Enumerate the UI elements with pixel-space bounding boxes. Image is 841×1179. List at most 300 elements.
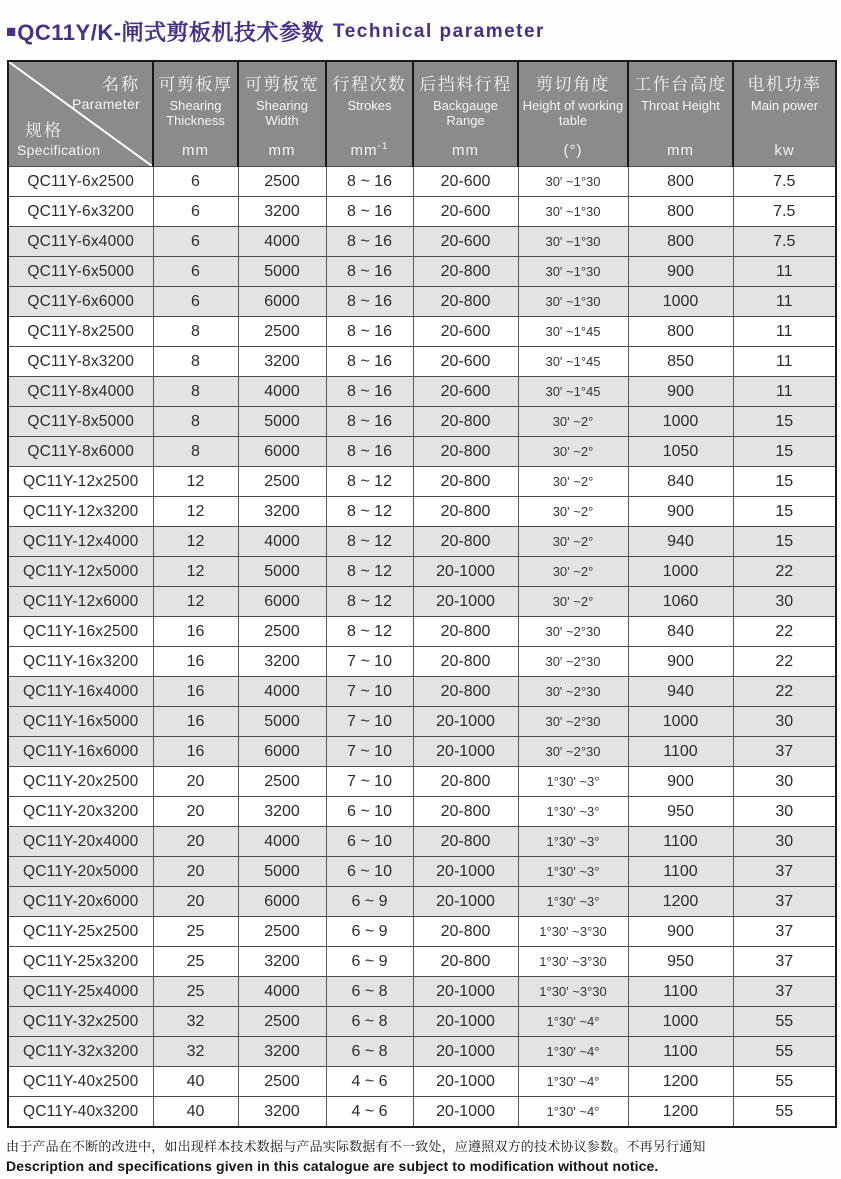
thickness-cell: 25 [153,947,238,977]
angle-cell: 1°30' ~3°30 [518,917,628,947]
model-cell: QC11Y-8x3200 [8,347,153,377]
technical-parameter-table [7,60,837,1128]
width-cell: 3200 [238,1037,326,1067]
throat-height-cell: 800 [628,227,733,257]
table-row [8,1037,836,1067]
power-cell: 55 [733,1067,836,1097]
angle-cell: 30' ~1°45 [518,347,628,377]
model-cell: QC11Y-12x4000 [8,527,153,557]
width-cell: 5000 [238,407,326,437]
throat-height-cell: 1100 [628,857,733,887]
strokes-cell: 8 ~ 16 [326,197,413,227]
table-row [8,527,836,557]
model-cell: QC11Y-8x4000 [8,377,153,407]
angle-cell: 1°30' ~3°30 [518,947,628,977]
column-header-backgauge: 后挡料行程 Backgauge Range mm [413,61,518,167]
power-cell: 11 [733,287,836,317]
power-cell: 7.5 [733,167,836,197]
backgauge-cell: 20-800 [413,437,518,467]
table-row [8,1097,836,1128]
backgauge-cell: 20-800 [413,407,518,437]
strokes-cell: 7 ~ 10 [326,767,413,797]
throat-height-cell: 1100 [628,737,733,767]
throat-height-cell: 940 [628,527,733,557]
power-cell: 37 [733,737,836,767]
backgauge-cell: 20-1000 [413,887,518,917]
power-cell: 22 [733,647,836,677]
table-row [8,1067,836,1097]
backgauge-cell: 20-600 [413,377,518,407]
power-cell: 30 [733,587,836,617]
model-cell: QC11Y-6x3200 [8,197,153,227]
width-cell: 3200 [238,647,326,677]
angle-cell: 30' ~2°30 [518,737,628,767]
width-cell: 4000 [238,377,326,407]
model-cell: QC11Y-16x3200 [8,647,153,677]
throat-height-cell: 1000 [628,407,733,437]
thickness-cell: 16 [153,737,238,767]
table-row [8,167,836,197]
width-cell: 2500 [238,467,326,497]
backgauge-cell: 20-800 [413,467,518,497]
thickness-cell: 20 [153,767,238,797]
table-row [8,587,836,617]
throat-height-cell: 1100 [628,977,733,1007]
unit-label-angle: (°) [563,142,583,159]
strokes-cell: 4 ~ 6 [326,1067,413,1097]
angle-cell: 30' ~2° [518,497,628,527]
throat-height-cell: 1050 [628,437,733,467]
width-cell: 4000 [238,227,326,257]
thickness-cell: 40 [153,1067,238,1097]
power-cell: 22 [733,617,836,647]
thickness-cell: 16 [153,647,238,677]
backgauge-cell: 20-800 [413,677,518,707]
width-cell: 2500 [238,1067,326,1097]
page-title [0,0,841,47]
thickness-cell: 16 [153,707,238,737]
unit-label-throat: mm [667,142,694,159]
power-cell: 30 [733,707,836,737]
power-cell: 30 [733,797,836,827]
power-cell: 37 [733,857,836,887]
backgauge-cell: 20-1000 [413,557,518,587]
angle-cell: 1°30' ~4° [518,1097,628,1128]
model-cell: QC11Y-16x2500 [8,617,153,647]
strokes-cell: 8 ~ 16 [326,257,413,287]
width-cell: 4000 [238,677,326,707]
backgauge-cell: 20-800 [413,827,518,857]
strokes-cell: 8 ~ 16 [326,437,413,467]
thickness-cell: 25 [153,917,238,947]
power-cell: 11 [733,377,836,407]
model-cell: QC11Y-40x2500 [8,1067,153,1097]
angle-cell: 30' ~2°30 [518,617,628,647]
strokes-cell: 8 ~ 16 [326,347,413,377]
width-cell: 6000 [238,287,326,317]
table-row [8,227,836,257]
power-cell: 37 [733,887,836,917]
model-cell: QC11Y-8x2500 [8,317,153,347]
backgauge-cell: 20-1000 [413,857,518,887]
power-cell: 15 [733,497,836,527]
thickness-cell: 16 [153,677,238,707]
strokes-cell: 6 ~ 10 [326,857,413,887]
thickness-cell: 25 [153,977,238,1007]
backgauge-cell: 20-1000 [413,1037,518,1067]
backgauge-cell: 20-600 [413,347,518,377]
power-cell: 15 [733,527,836,557]
strokes-cell: 8 ~ 12 [326,587,413,617]
strokes-cell: 6 ~ 10 [326,827,413,857]
model-cell: QC11Y-32x2500 [8,1007,153,1037]
width-cell: 3200 [238,947,326,977]
model-cell: QC11Y-40x3200 [8,1097,153,1128]
corner-specification-zh: 规格 [25,121,63,140]
table-row [8,617,836,647]
angle-cell: 30' ~2° [518,467,628,497]
table-row [8,977,836,1007]
throat-height-cell: 840 [628,617,733,647]
width-cell: 2500 [238,767,326,797]
width-cell: 6000 [238,887,326,917]
table-row [8,287,836,317]
throat-height-cell: 900 [628,257,733,287]
model-cell: QC11Y-6x2500 [8,167,153,197]
angle-cell: 30' ~2°30 [518,647,628,677]
width-cell: 3200 [238,347,326,377]
angle-cell: 30' ~1°30 [518,257,628,287]
strokes-cell: 8 ~ 16 [326,287,413,317]
width-cell: 2500 [238,617,326,647]
width-cell: 2500 [238,167,326,197]
throat-height-cell: 900 [628,917,733,947]
throat-height-cell: 1200 [628,1097,733,1128]
backgauge-cell: 20-1000 [413,1097,518,1128]
width-cell: 5000 [238,707,326,737]
table-row [8,437,836,467]
column-header-thickness: 可剪板厚 Shearing Thickness mm [153,61,238,167]
throat-height-cell: 900 [628,497,733,527]
backgauge-cell: 20-800 [413,617,518,647]
strokes-cell: 6 ~ 9 [326,947,413,977]
throat-height-cell: 1060 [628,587,733,617]
angle-cell: 30' ~2° [518,407,628,437]
width-cell: 4000 [238,527,326,557]
angle-cell: 1°30' ~3° [518,857,628,887]
strokes-cell: 6 ~ 8 [326,1007,413,1037]
table-row [8,917,836,947]
throat-height-cell: 850 [628,347,733,377]
unit-label-strokes: $mm^{-1}$ [350,141,389,159]
angle-cell: 1°30' ~3° [518,767,628,797]
strokes-cell: 8 ~ 12 [326,467,413,497]
width-cell: 6000 [238,587,326,617]
power-cell: 37 [733,977,836,1007]
power-cell: 11 [733,257,836,287]
thickness-cell: 6 [153,227,238,257]
footer-note-chinese: 由于产品在不断的改进中，如出现样本技术数据与产品实际数据有不一致处，应遵照双方的技术协议参数。不再另行通知 [6,1139,706,1154]
throat-height-cell: 800 [628,167,733,197]
throat-height-cell: 1000 [628,287,733,317]
strokes-cell: 8 ~ 12 [326,617,413,647]
table-row [8,347,836,377]
thickness-cell: 12 [153,587,238,617]
backgauge-cell: 20-1000 [413,1067,518,1097]
backgauge-cell: 20-800 [413,647,518,677]
throat-height-cell: 940 [628,677,733,707]
power-cell: 55 [733,1007,836,1037]
table-row [8,197,836,227]
angle-cell: 1°30' ~4° [518,1007,628,1037]
model-cell: QC11Y-25x4000 [8,977,153,1007]
strokes-cell: 7 ~ 10 [326,707,413,737]
backgauge-cell: 20-800 [413,797,518,827]
backgauge-cell: 20-1000 [413,1007,518,1037]
power-cell: 15 [733,407,836,437]
strokes-cell: 6 ~ 8 [326,977,413,1007]
page-title-english: Technical parameter [333,20,545,42]
strokes-cell: 8 ~ 12 [326,557,413,587]
backgauge-cell: 20-1000 [413,587,518,617]
width-cell: 2500 [238,317,326,347]
corner-specification-en: Specification [17,142,101,158]
strokes-cell: 8 ~ 16 [326,167,413,197]
backgauge-cell: 20-800 [413,527,518,557]
throat-height-cell: 1200 [628,1067,733,1097]
strokes-cell: 8 ~ 16 [326,317,413,347]
strokes-cell: 8 ~ 12 [326,497,413,527]
backgauge-cell: 20-600 [413,197,518,227]
model-cell: QC11Y-8x5000 [8,407,153,437]
strokes-cell: 6 ~ 8 [326,1037,413,1067]
throat-height-cell: 1200 [628,887,733,917]
thickness-cell: 12 [153,467,238,497]
backgauge-cell: 20-800 [413,257,518,287]
model-cell: QC11Y-20x3200 [8,797,153,827]
corner-specification-label [17,116,100,158]
model-cell: QC11Y-6x6000 [8,287,153,317]
backgauge-cell: 20-1000 [413,977,518,1007]
table-row [8,377,836,407]
table-row [8,827,836,857]
throat-height-cell: 800 [628,317,733,347]
throat-height-cell: 1000 [628,557,733,587]
model-cell: QC11Y-12x5000 [8,557,153,587]
strokes-cell: 6 ~ 9 [326,887,413,917]
table-row [8,557,836,587]
strokes-cell: 8 ~ 16 [326,407,413,437]
corner-parameter-zh: 名称 [102,75,140,94]
backgauge-cell: 20-1000 [413,707,518,737]
footer-note [6,1136,841,1174]
model-cell: QC11Y-20x2500 [8,767,153,797]
throat-height-cell: 800 [628,197,733,227]
backgauge-cell: 20-800 [413,287,518,317]
angle-cell: 30' ~1°30 [518,167,628,197]
model-cell: QC11Y-16x4000 [8,677,153,707]
throat-height-cell: 1000 [628,1007,733,1037]
model-cell: QC11Y-12x3200 [8,497,153,527]
thickness-cell: 40 [153,1097,238,1128]
angle-cell: 30' ~1°45 [518,377,628,407]
angle-cell: 1°30' ~3° [518,887,628,917]
thickness-cell: 32 [153,1037,238,1067]
model-cell: QC11Y-8x6000 [8,437,153,467]
table-row [8,767,836,797]
strokes-cell: 8 ~ 16 [326,377,413,407]
power-cell: 7.5 [733,197,836,227]
corner-parameter-label [72,70,140,112]
backgauge-cell: 20-1000 [413,737,518,767]
strokes-cell: 7 ~ 10 [326,677,413,707]
throat-height-cell: 840 [628,467,733,497]
thickness-cell: 12 [153,557,238,587]
width-cell: 2500 [238,1007,326,1037]
thickness-cell: 32 [153,1007,238,1037]
table-row [8,887,836,917]
throat-height-cell: 950 [628,797,733,827]
square-bullet-icon: ■ [6,22,17,41]
thickness-cell: 20 [153,887,238,917]
thickness-cell: 20 [153,797,238,827]
model-cell: QC11Y-6x4000 [8,227,153,257]
backgauge-cell: 20-800 [413,947,518,977]
table-row [8,647,836,677]
width-cell: 3200 [238,1097,326,1128]
table-row [8,857,836,887]
thickness-cell: 16 [153,617,238,647]
angle-cell: 1°30' ~3°30 [518,977,628,1007]
power-cell: 30 [733,767,836,797]
throat-height-cell: 1000 [628,707,733,737]
throat-height-cell: 900 [628,767,733,797]
model-cell: QC11Y-20x6000 [8,887,153,917]
thickness-cell: 12 [153,527,238,557]
table-row [8,257,836,287]
table-row [8,737,836,767]
model-cell: QC11Y-6x5000 [8,257,153,287]
table-row [8,707,836,737]
column-header-strokes: 行程次数 Strokes $mm^{-1}$ [326,61,413,167]
angle-cell: 30' ~1°30 [518,197,628,227]
power-cell: 15 [733,437,836,467]
strokes-cell: 8 ~ 12 [326,527,413,557]
thickness-cell: 8 [153,437,238,467]
column-header-throat: 工作台高度 Throat Height mm [628,61,733,167]
unit-label-width: mm [268,142,296,159]
thickness-cell: 8 [153,377,238,407]
model-cell: QC11Y-25x3200 [8,947,153,977]
angle-cell: 30' ~2° [518,557,628,587]
angle-cell: 30' ~2°30 [518,677,628,707]
backgauge-cell: 20-800 [413,767,518,797]
width-cell: 4000 [238,827,326,857]
width-cell: 4000 [238,977,326,1007]
strokes-cell: 6 ~ 9 [326,917,413,947]
power-cell: 55 [733,1097,836,1128]
column-header-width: 可剪板宽 Shearing Width mm [238,61,326,167]
strokes-cell: 7 ~ 10 [326,647,413,677]
backgauge-cell: 20-600 [413,167,518,197]
backgauge-cell: 20-600 [413,317,518,347]
model-cell: QC11Y-12x2500 [8,467,153,497]
thickness-cell: 8 [153,407,238,437]
thickness-cell: 6 [153,197,238,227]
thickness-cell: 12 [153,497,238,527]
power-cell: 37 [733,917,836,947]
angle-cell: 30' ~2° [518,437,628,467]
model-cell: QC11Y-16x5000 [8,707,153,737]
unit-label-power: kw [774,142,795,159]
angle-cell: 30' ~2° [518,527,628,557]
width-cell: 3200 [238,497,326,527]
model-cell: QC11Y-16x6000 [8,737,153,767]
width-cell: 2500 [238,917,326,947]
thickness-cell: 20 [153,857,238,887]
width-cell: 5000 [238,857,326,887]
unit-label-backgauge: mm [452,142,479,159]
model-cell: QC11Y-20x5000 [8,857,153,887]
table-row [8,1007,836,1037]
table-row [8,947,836,977]
thickness-cell: 6 [153,287,238,317]
model-cell: QC11Y-12x6000 [8,587,153,617]
power-cell: 7.5 [733,227,836,257]
angle-cell: 30' ~1°30 [518,227,628,257]
throat-height-cell: 900 [628,377,733,407]
table-row [8,797,836,827]
power-cell: 15 [733,467,836,497]
angle-cell: 30' ~1°30 [518,287,628,317]
thickness-cell: 6 [153,257,238,287]
width-cell: 6000 [238,737,326,767]
power-cell: 30 [733,827,836,857]
power-cell: 55 [733,1037,836,1067]
angle-cell: 1°30' ~4° [518,1037,628,1067]
throat-height-cell: 1100 [628,1037,733,1067]
strokes-cell: 7 ~ 10 [326,737,413,767]
throat-height-cell: 900 [628,647,733,677]
table-row [8,317,836,347]
backgauge-cell: 20-600 [413,227,518,257]
strokes-cell: 4 ~ 6 [326,1097,413,1128]
table-row [8,497,836,527]
angle-cell: 30' ~1°45 [518,317,628,347]
power-cell: 22 [733,677,836,707]
power-cell: 11 [733,317,836,347]
unit-label-thickness: mm [182,142,209,159]
table-row [8,407,836,437]
angle-cell: 1°30' ~3° [518,827,628,857]
thickness-cell: 6 [153,167,238,197]
column-header-power: 电机功率 Main power kw [733,61,836,167]
strokes-cell: 6 ~ 10 [326,797,413,827]
width-cell: 5000 [238,557,326,587]
model-cell: QC11Y-25x2500 [8,917,153,947]
model-cell: QC11Y-32x3200 [8,1037,153,1067]
table-row [8,677,836,707]
power-cell: 37 [733,947,836,977]
column-header-angle: 剪切角度 Height of working table (°) [518,61,628,167]
backgauge-cell: 20-800 [413,497,518,527]
backgauge-cell: 20-800 [413,917,518,947]
corner-header-cell [8,61,153,167]
model-cell: QC11Y-20x4000 [8,827,153,857]
width-cell: 6000 [238,437,326,467]
width-cell: 3200 [238,197,326,227]
table-row [8,467,836,497]
